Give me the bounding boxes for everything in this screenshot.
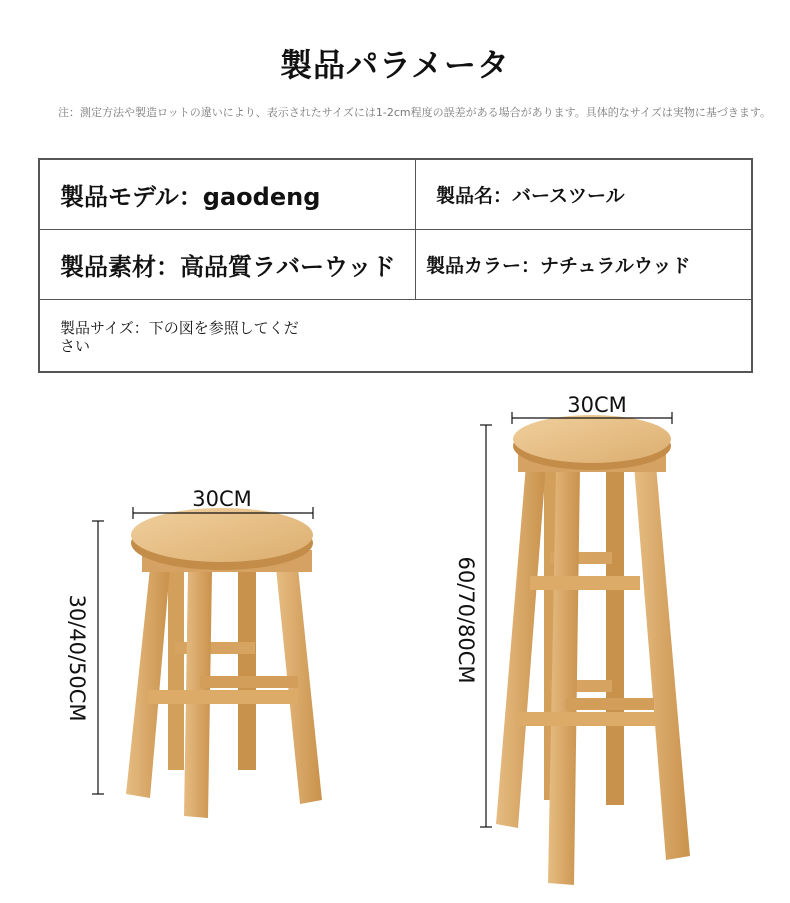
spec-color: 製品カラー：ナチュラルウッド <box>416 230 753 300</box>
tall-stool-height-label: 60/70/80CM <box>454 556 478 684</box>
tall-stool-height-dimension <box>454 425 492 827</box>
spec-size-cell <box>39 300 752 373</box>
spec-model: 製品モデル：gaodeng <box>39 159 416 230</box>
spec-material: 製品素材：高品質ラバーウッド <box>39 230 416 300</box>
measurement-note: 注：測定方法や製造ロットの違いにより、表示されたサイズには1-2cm程度の誤差がある場合があります。具体的なサイズは実物に基づきます。 <box>58 106 771 119</box>
short-stool-width-label: 30CM <box>192 487 252 511</box>
stool-dimension-figure <box>0 380 790 903</box>
spec-name: 製品名：バースツール <box>416 159 753 230</box>
short-stool-height-dimension <box>65 521 104 794</box>
spec-size: 製品サイズ：下の図を参照してください <box>60 318 299 355</box>
tall-stool-width-label: 30CM <box>567 393 627 417</box>
short-stool-image <box>126 508 322 818</box>
spec-table <box>38 158 753 373</box>
tall-stool-image <box>496 415 690 885</box>
page-title: 製品パラメータ <box>279 46 511 84</box>
short-stool-height-label: 30/40/50CM <box>65 594 89 722</box>
